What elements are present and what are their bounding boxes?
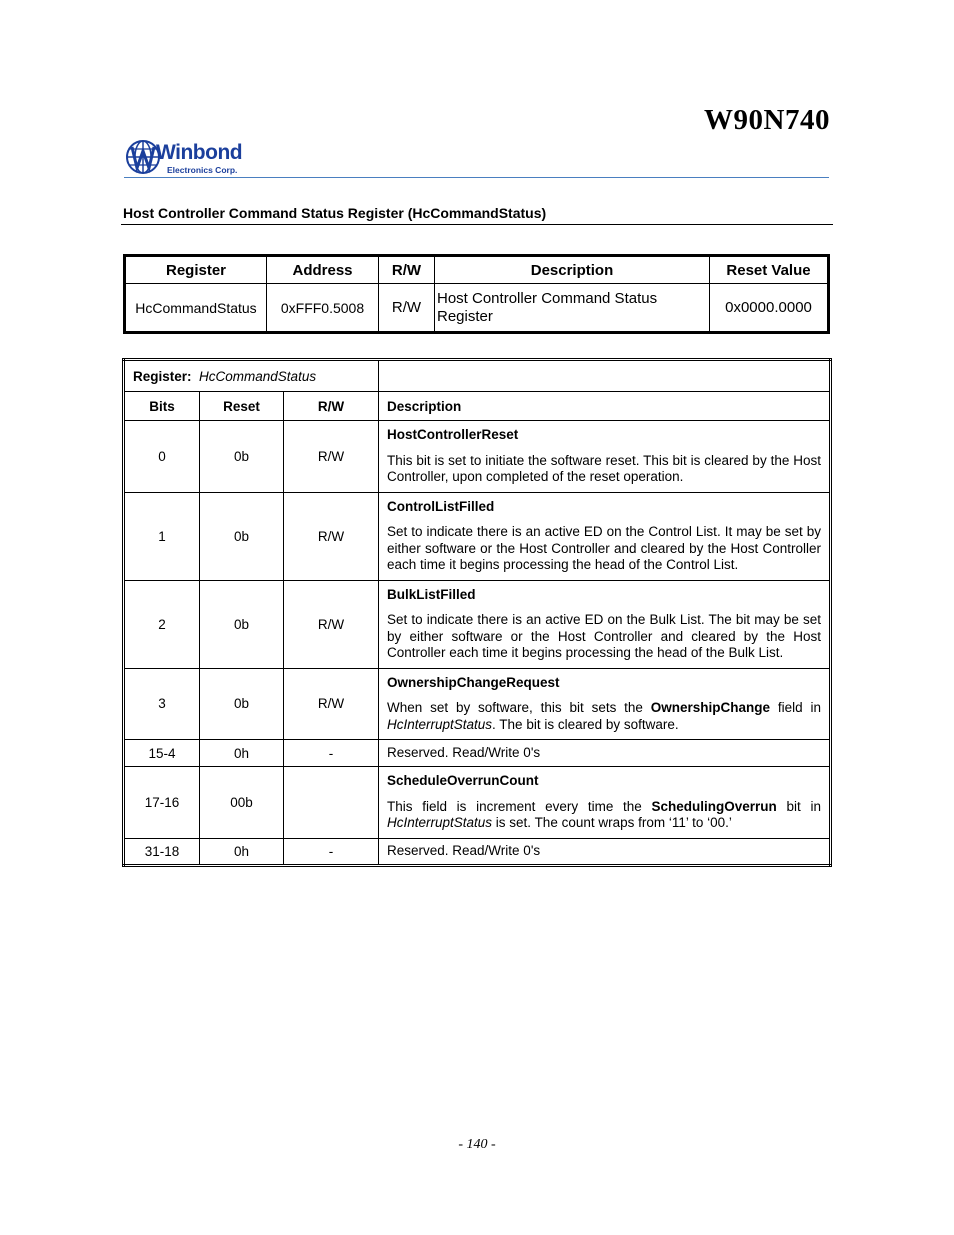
field-description: Set to indicate there is an active ED on the Bulk List. The bit may be set by either software or the Host Controller and cleared by the Host Controller each time it begins processing the head of the Bulk List. [387,612,821,660]
reset-cell: 0h [200,838,284,865]
description-cell: Reserved. Read/Write 0's [379,838,831,865]
register-summary-table [123,254,830,334]
document-title: W90N740 [704,104,830,136]
field-description: This field is increment every time the SchedulingOverrun bit in HcInterruptStatus is set. The count wraps from ‘11’ to ‘00.’ [387,798,821,830]
description-cell [379,492,831,580]
table-row [124,580,831,668]
register-reference-italic: HcInterruptStatus [387,815,493,830]
description-cell [379,668,831,740]
summary-header-description: Description [435,256,710,284]
bits-cell: 1 [124,492,200,580]
bits-header-rw: R/W [284,392,379,421]
summary-description: Host Controller Command Status Register [435,284,710,333]
section-title: Host Controller Command Status Register (HcCommandStatus) [123,205,547,221]
rw-cell: R/W [284,421,379,493]
logo-subtitle: Electronics Corp. [167,165,238,175]
field-reference-bold: OwnershipChange [650,700,771,715]
bits-cell: 0 [124,421,200,493]
rw-cell: R/W [284,492,379,580]
summary-header-address: Address [267,256,379,284]
bits-cell: 15-4 [124,740,200,767]
summary-reset-value: 0x0000.0000 [710,284,829,333]
bits-cell: 2 [124,580,200,668]
bits-header-row [124,392,831,421]
table-row [124,767,831,839]
summary-address: 0xFFF0.5008 [267,284,379,333]
table-row [124,421,831,493]
reset-cell: 0b [200,668,284,740]
field-name: BulkListFilled [387,586,476,602]
winbond-logo [126,139,256,179]
reset-cell: 0h [200,740,284,767]
summary-header-rw: R/W [379,256,435,284]
table-row [124,740,831,767]
register-name: HcCommandStatus [199,368,317,384]
section-divider [121,224,833,225]
reset-cell: 0b [200,492,284,580]
reset-cell: 0b [200,421,284,493]
rw-cell: - [284,838,379,865]
reset-cell: 0b [200,580,284,668]
rw-cell: R/W [284,580,379,668]
field-name: OwnershipChangeRequest [387,674,560,690]
summary-header-reset-value: Reset Value [710,256,829,284]
description-cell: Reserved. Read/Write 0's [379,740,831,767]
table-row [124,668,831,740]
logo-wordmark: Winbond [156,141,243,164]
field-description: This bit is set to initiate the software reset. This bit is cleared by the Host Controller, upon completed of the reset operation. [387,452,821,484]
field-description: When set by software, this bit sets the OwnershipChange field in HcInterruptStatus. The bit is cleared by software. [387,700,821,732]
register-reference-italic: HcInterruptStatus [387,716,493,732]
summary-header-register: Register [125,256,267,284]
bits-cell: 17-16 [124,767,200,839]
summary-rw: R/W [379,284,435,333]
header-divider [124,177,829,178]
bits-cell: 31-18 [124,838,200,865]
summary-header-row [125,256,829,284]
rw-cell: R/W [284,668,379,740]
bits-cell: 3 [124,668,200,740]
register-name-row [124,360,831,392]
table-row [124,492,831,580]
bits-header-bits: Bits [124,392,200,421]
register-name-cell [124,360,379,392]
description-cell [379,580,831,668]
page-number: - 140 - [458,1137,496,1152]
rw-cell [284,767,379,839]
bits-header-description: Description [379,392,831,421]
summary-register: HcCommandStatus [125,284,267,333]
field-name: ScheduleOverrunCount [387,773,539,788]
field-name: HostControllerReset [387,427,519,442]
bit-field-table [122,358,832,867]
field-description: Set to indicate there is an active ED on the Control List. It may be set by either software or the Host Controller and cleared by the Host Controller each time it begins processing the head of the Control List. [387,524,821,572]
table-row [124,838,831,865]
rw-cell: - [284,740,379,767]
reset-cell: 00b [200,767,284,839]
bits-header-reset: Reset [200,392,284,421]
register-label: Register: [133,368,192,384]
field-reference-bold: SchedulingOverrun [651,798,777,814]
field-name: ControlListFilled [387,498,495,514]
summary-row [125,284,829,333]
register-name-empty-cell [379,360,831,392]
description-cell [379,767,831,839]
description-cell [379,421,831,493]
